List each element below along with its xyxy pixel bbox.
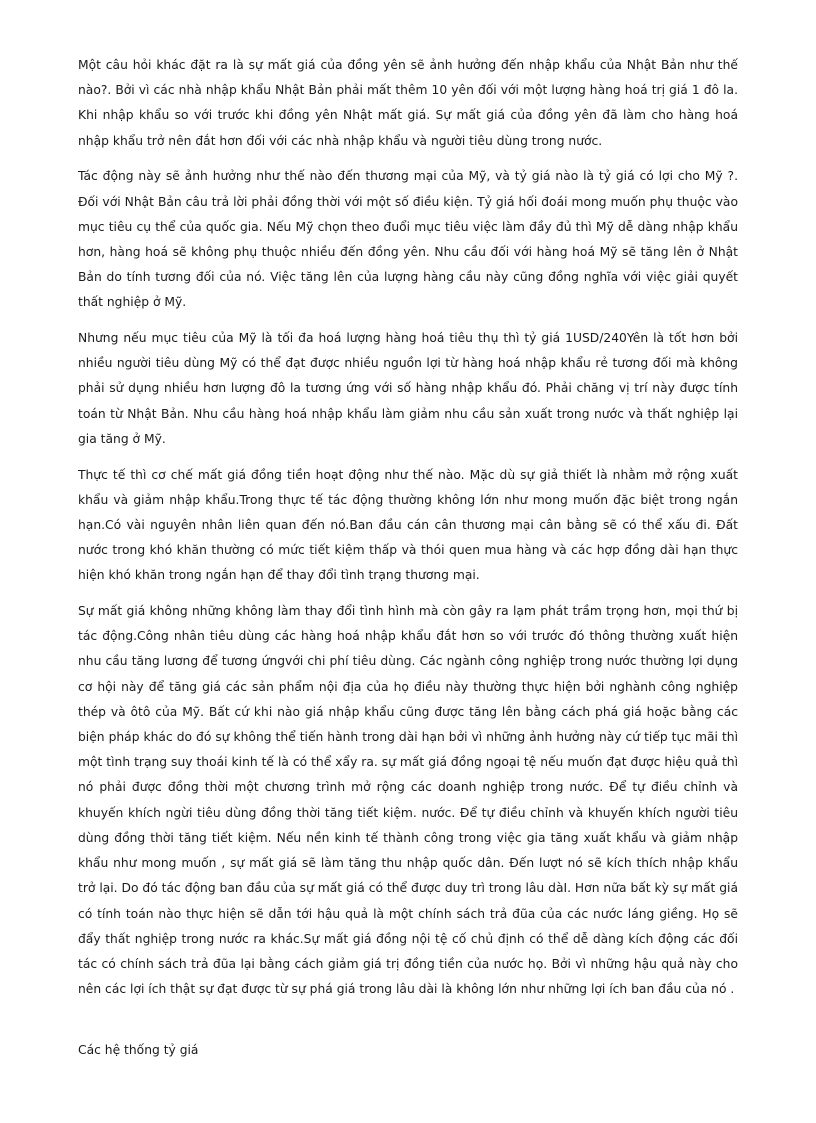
- paragraph-3: Nhưng nếu mục tiêu của Mỹ là tối đa hoá lượng hàng hoá tiêu thụ thì tỷ giá 1USD/240Yên là tốt hơn bởi nhiều người tiêu dùng Mỹ có thể đạt được nhiều nguồn lợi từ hàng hoá nhập khẩu rẻ tương đối mà không phải sử dụng nhiều hơn lượng đô la tương ứng với số hàng nhập khẩu đó. Phải chăng vị trí này được tính toán từ Nhật Bản. Nhu cầu hàng hoá nhập khẩu làm giảm nhu cầu sản xuất trong nước và thất nghiệp lại gia tăng ở Mỹ.: [78, 331, 738, 446]
- document-page: [78, 53, 738, 1074]
- paragraph-2: Tác động này sẽ ảnh hưởng như thế nào đến thương mại của Mỹ, và tỷ giá nào là tỷ giá có lợi cho Mỹ ?. Đối với Nhật Bản câu trả lời phải đồng thời với một số điều kiện. Tỷ giá hối đoái mong muốn phụ thuộc vào mục tiêu cụ thể của quốc gia. Nếu Mỹ chọn theo đuổi mục tiêu việc làm đầy đủ thì Mỹ dễ dàng nhập khẩu hơn, hàng hoá sẽ không phụ thuộc nhiều đến đồng yên. Nhu cầu đối với hàng hoá Mỹ sẽ tăng lên ở Nhật Bản do tính tương đối của nó. Việc tăng lên của lượng hàng cầu này cũng đồng nghĩa với việc giải quyết thất nghiệp ở Mỹ.: [78, 169, 738, 310]
- paragraph-1: Một câu hỏi khác đặt ra là sự mất giá của đồng yên sẽ ảnh hưởng đến nhập khẩu của Nhật Bản như thế nào?. Bởi vì các nhà nhập khẩu Nhật Bản phải mất thêm 10 yên đối với một lượng hàng hoá trị giá 1 đô la. Khi nhập khẩu so với trước khi đồng yên Nhật mất giá. Sự mất giá của đồng yên đã làm cho hàng hoá nhập khẩu trở nên đắt hơn đối với các nhà nhập khẩu và người tiêu dùng trong nước.: [78, 58, 738, 148]
- paragraph-4: Thực tế thì cơ chế mất giá đồng tiền hoạt động như thế nào. Mặc dù sự giả thiết là nhằm mở rộng xuất khẩu và giảm nhập khẩu.Trong thực tế tác động thường không lớn như mong muốn đặc biệt trong ngắn hạn.Có vài nguyên nhân liên quan đến nó.Ban đầu cán cân thương mại cân bằng sẽ có thể xấu đi. Đất nước trong khó khăn thường có mức tiết kiệm thấp và thói quen mua hàng và các hợp đồng dài hạn thực hiện khó khăn trong ngắn hạn để thay đổi tình trạng thương mại.: [78, 467, 738, 583]
- paragraph-5: Sự mất giá không những không làm thay đổi tình hình mà còn gây ra lạm phát trầm trọng hơn, mọi thứ bị tác động.Công nhân tiêu dùng các hàng hoá nhập khẩu đắt hơn so với trước đó thông thường xuất hiện nhu cầu tăng lương để tương ứngvới chi phí tiêu dùng. Các ngành công nghiệp trong nước thường lợi dụng cơ hội này để tăng giá các sản phẩm nội địa của họ điều này thường thực hiện bởi nghành công nghiệp thép và ôtô của Mỹ. Bất cứ khi nào giá nhập khẩu cũng được tăng lên bằng cách phá giá hoặc bằng các biện pháp khác do đó sự không thể tiến hành trong dài hạn bởi vì những ảnh hưởng này cứ tiếp tục mãi thì một tình trạng suy thoái kinh tế là có thể xẩy ra. sự mất giá đồng ngoại tệ nếu muốn đạt được hiệu quả thì nó phải được đồng thời một chương trình mở rộng các doanh nghiệp trong nước. Để tự điều chỉnh và khuyến khích ngừi tiêu dùng đồng thời tăng tiết kiệm. nước. Để tự điều chỉnh và khuyến khích người tiêu dùng đồng thời tăng tiết kiệm. Nếu nền kinh tế thành công trong việc gia tăng xuất khẩu và giảm nhập khẩu như mong muốn , sự mất giá sẽ làm tăng thu nhập quốc dân. Đến lượt nó sẽ kích thích nhập khẩu trở lại. Do đó tác động ban đầu của sự mất giá có thể được duy trì trong lâu dàI. Hơn nữa bất kỳ sự mất giá có tính toán nào thực hiện sẽ dẫn tới hậu quả là một chính sách trả đũa của các nước láng giềng. Họ sẽ đẩy thất nghiệp trong nước ra khác.Sự mất giá đồng nội tệ cố chủ định có thể dễ dàng kích động các đối tác có chính sách trả đũa lại bằng cách giảm giá trị đồng tiền của nước họ. Bởi vì những hậu quả này cho nên các lợi ích thật sự đạt được từ sự phá giá trong lâu dài là không lớn như những lợi ích ban đầu của nó .: [78, 604, 738, 997]
- section-heading: Các hệ thống tỷ giá: [78, 1043, 199, 1058]
